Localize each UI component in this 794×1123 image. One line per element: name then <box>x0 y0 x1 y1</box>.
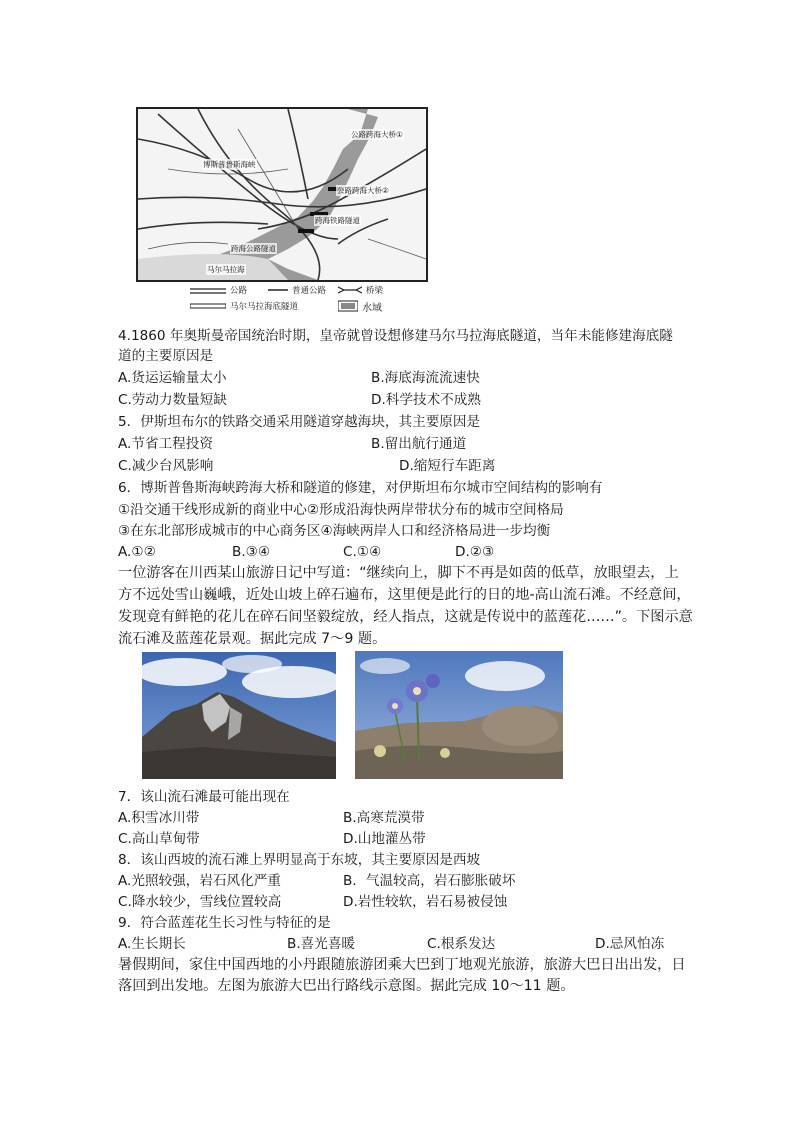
q7-stem: 7．该山流石滩最可能出现在 <box>118 789 290 805</box>
q5-stem: 5．伊斯坦布尔的铁路交通采用隧道穿越海块，其主要原因是 <box>118 414 481 430</box>
map-legend <box>190 284 440 318</box>
q6-statement-2: ③在东北部形成城市的中心商务区④海峡两岸人口和经济格局进一步均衡 <box>118 523 551 539</box>
q5-option-a: A.节省工程投资 <box>118 436 213 452</box>
q5-option-c: C.减少台风影响 <box>118 458 214 474</box>
q4-option-c: C.劳动力数量短缺 <box>118 392 227 408</box>
marmara-label: 马尔马拉海 <box>207 265 245 274</box>
q4-option-a: A.货运运输量太小 <box>118 370 227 386</box>
q6-option-a: A.①② <box>118 544 156 560</box>
q7-option-a: A.积雪冰川带 <box>118 810 200 826</box>
q6-option-d: D.②③ <box>455 544 495 560</box>
q4-stem-line1: 4.1860 年奥斯曼帝国统治时期，皇帝就曾设想修建马尔马拉海底隧道，当年未能修建海底隧 <box>118 328 673 344</box>
water-symbol <box>338 300 358 312</box>
scree-slope-image <box>142 652 336 779</box>
q9-option-a: A.生长期长 <box>118 936 186 952</box>
passage1-line3: 发现竟有鲜艳的花儿在碎石间坚毅绽放，经人指点，这就是传说中的蓝莲花……”。下图示意 <box>118 609 693 625</box>
legend-highway: 公路 <box>230 286 248 296</box>
passage2-line2: 落回到出发地。左图为旅游大巴出行路线示意图。据此完成 10～11 题。 <box>118 978 575 994</box>
legend-marmaray: 马尔马拉海底隧道 <box>230 302 299 312</box>
q6-stem: 6．博斯普鲁斯海峡跨海大桥和隧道的修建，对伊斯坦布尔城市空间结构的影响有 <box>118 480 603 496</box>
passage1-line2: 方不远处雪山巍峨，近处山坡上碎石遍布，这里便是此行的日的地-高山流石滩。不经意间， <box>118 587 691 603</box>
q9-option-d: D.忌风怕冻 <box>595 936 665 952</box>
q7-option-c: C.高山草甸带 <box>118 831 200 847</box>
q6-option-c: C.①④ <box>343 544 382 560</box>
q6-option-b: B.③④ <box>232 544 271 560</box>
passage1-line4: 流石滩及蓝莲花景观。据此完成 7～9 题。 <box>118 631 387 647</box>
strait-label: 博斯普鲁斯海峡 <box>203 160 256 169</box>
istanbul-map <box>136 107 428 282</box>
q4-option-d: D.科学技术不成熟 <box>371 392 481 408</box>
rail-tunnel-label: 跨海铁路隧道 <box>315 216 360 225</box>
q6-statement-1: ①沿交通干线形成新的商业中心②形成沿海快两岸带状分布的城市空间格局 <box>118 502 564 518</box>
legend-ordinary-road: 普通公路 <box>292 286 327 296</box>
bridge-symbol <box>338 285 362 295</box>
q8-option-b: B．气温较高，岩石膨胀破坏 <box>343 873 516 889</box>
blue-lotus-photo <box>355 651 563 779</box>
legend-bridge: 桥梁 <box>366 286 384 296</box>
passage1-line1: 一位游客在川西某山旅游日记中写道：“继续向上，脚下不再是如茵的低草，放眼望去，上 <box>118 565 679 581</box>
q9-stem: 9．符合蓝莲花生长习性与特征的是 <box>118 915 331 931</box>
q9-option-c: C.根系发达 <box>427 936 496 952</box>
q9-option-b: B.喜光喜暖 <box>287 936 356 952</box>
q8-option-d: D.岩性较软，岩石易被侵蚀 <box>343 894 508 910</box>
q8-option-c: C.降水较少，雪线位置较高 <box>118 894 282 910</box>
passage2-line1: 暑假期间，家住中国西地的小丹跟随旅游团乘大巴到丁地观光旅游，旅游大巴日出出发，日 <box>118 957 686 973</box>
blue-lotus-image <box>355 651 563 779</box>
legend-water: 水域 <box>362 303 382 314</box>
road-tunnel-label: 跨海公路隧道 <box>231 244 276 253</box>
q7-option-d: D.山地灌丛带 <box>343 831 426 847</box>
scree-slope-photo <box>142 652 336 779</box>
bridge2-label: 公路跨海大桥② <box>337 186 389 195</box>
q4-option-b: B.海底海流流速快 <box>371 370 480 386</box>
q5-option-d: D.缩短行车距离 <box>399 458 496 474</box>
marmaray-symbol <box>190 303 226 309</box>
highway-symbol <box>190 287 226 295</box>
ordinary-road-symbol <box>268 287 288 293</box>
q5-option-b: B.留出航行通道 <box>371 436 467 452</box>
q7-option-b: B.高寒荒漠带 <box>343 810 425 826</box>
q8-stem: 8．该山西坡的流石滩上界明显高于东坡，其主要原因是西坡 <box>118 852 481 868</box>
q4-stem-line2: 道的主要原因是 <box>118 348 214 364</box>
q8-option-a: A.光照较强，岩石风化严重 <box>118 873 281 889</box>
bridge1-label: 公路跨海大桥① <box>351 130 403 139</box>
